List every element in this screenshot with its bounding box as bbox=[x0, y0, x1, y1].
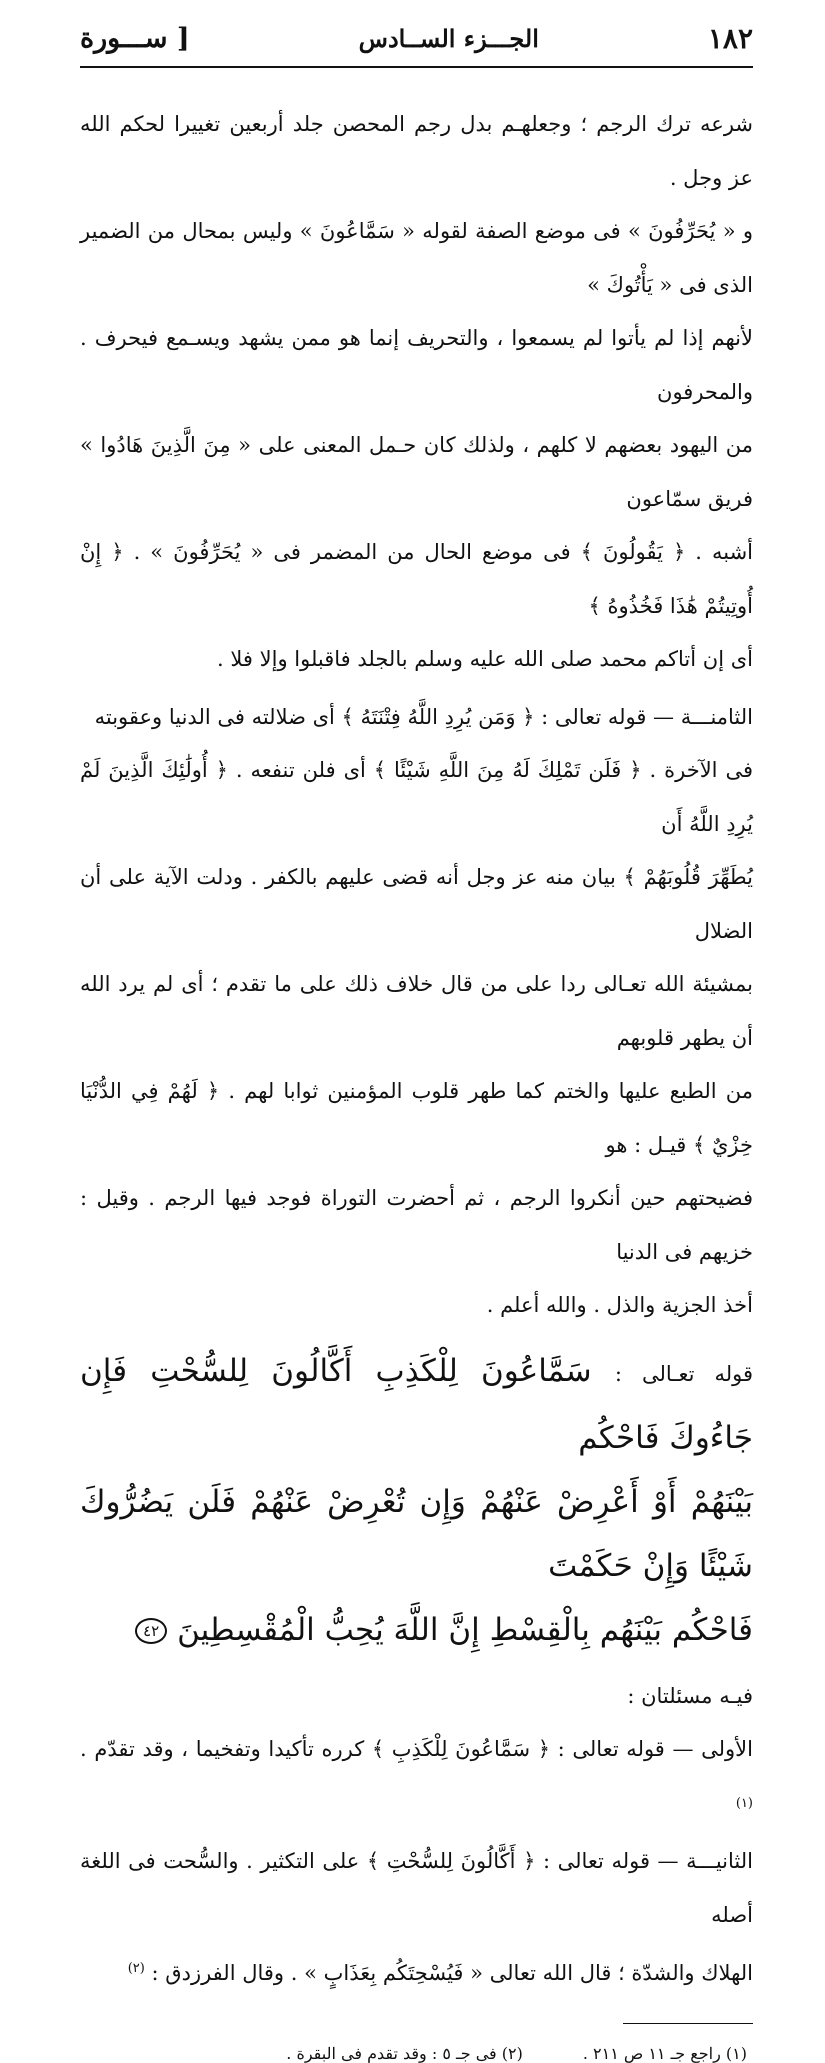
verse-line bbox=[80, 1339, 753, 1470]
text-line: بمشيئة الله تعـالى ردا على من قال خلاف ذلك على ما تقدم ؛ أى لم يرد الله أن يطهر قلوبهم bbox=[80, 972, 753, 1050]
text-line: الثامنـــة — قوله تعالى : ﴿ وَمَن يُرِدِ اللَّهُ فِتْنَتَهُ ﴾ أى ضلالته فى الدنيا وعقوبته bbox=[94, 704, 753, 729]
verse-line bbox=[80, 1598, 753, 1662]
text-line bbox=[80, 1942, 753, 2001]
text-line: أى إن أتاكم محمد صلى الله عليه وسلم بالجلد فاقبلوا وإلا فلا . bbox=[217, 647, 753, 671]
verse-text: فَاحْكُم بَيْنَهُم بِالْقِسْطِ إِنَّ اللَّهَ يُحِبُّ الْمُقْسِطِينَ bbox=[177, 1611, 753, 1648]
paragraph bbox=[80, 98, 753, 687]
text-line: و « يُحَرِّفُونَ » فى موضع الصفة لقوله « سَمَّاعُونَ » وليس بمحال من الضمير الذى فى « يَأْتُوكَ » bbox=[80, 219, 753, 297]
verse-line: بَيْنَهُمْ أَوْ أَعْرِضْ عَنْهُمْ وَإِن تُعْرِضْ عَنْهُمْ فَلَن يَضُرُّوكَ شَيْئًا وَإِنْ حَكَمْتَ bbox=[80, 1483, 753, 1584]
header-rule bbox=[80, 66, 753, 68]
text-line: الثانيـــة — قوله تعالى : ﴿ أَكَّالُونَ لِلسُّحْتِ ﴾ على التكثير . والسُّحت فى اللغة أصله bbox=[80, 1849, 753, 1927]
footnote-ref: (١) bbox=[735, 1795, 753, 1811]
text-line bbox=[80, 1723, 753, 1835]
page-header bbox=[80, 14, 753, 62]
page-body bbox=[80, 98, 753, 2001]
verse-text: سَمَّاعُونَ لِلْكَذِبِ أَكَّالُونَ لِلسُّحْتِ فَإِن جَاءُوكَ فَاحْكُم bbox=[80, 1352, 753, 1456]
text-line: فضيحتهم حين أنكروا الرجم ، ثم أحضرت التوراة فوجد فيها الرجم . وقيل : خزيهم فى الدنيا bbox=[80, 1186, 753, 1264]
paragraph bbox=[80, 691, 753, 1333]
issue-first-text: الأولى — قوله تعالى : ﴿ سَمَّاعُونَ لِلْكَذِبِ ﴾ كرره تأكيدا وتفخيما ، وقد تقدّم . bbox=[80, 1737, 753, 1761]
verse-number-mark: ٤٢ bbox=[135, 1618, 167, 1644]
footnote: (١) راجع جـ ١١ ص ٢١١ . bbox=[582, 2043, 747, 2063]
footnote: (٢) فى جـ ٥ : وقد تقدم فى البقرة . bbox=[286, 2043, 523, 2063]
text-line: لأنهم إذا لم يأتوا لم يسمعوا ، والتحريف إنما هو ممن يشهد ويسـمع فيحرف . والمحرفون bbox=[80, 326, 753, 404]
footnote-ref: (٢) bbox=[127, 1961, 145, 1976]
text-line: فى الآخرة . ﴿ فَلَن تَمْلِكَ لَهُ مِنَ اللَّهِ شَيْئًا ﴾ أى فلن تنفعه . ﴿ أُولَٰئِكَ الَّذِينَ لَمْ يُرِدِ اللَّهُ أَن bbox=[80, 758, 753, 836]
text-line: من اليهود بعضهم لا كلهم ، ولذلك كان حـمل المعنى على « مِنَ الَّذِينَ هَادُوا » فريق سمّاعون bbox=[80, 433, 753, 511]
text-line: أشبه . ﴿ يَقُولُونَ ﴾ فى موضع الحال من المضمر فى « يُحَرِّفُونَ » . ﴿ إِنْ أُوتِيتُمْ هَٰذَا فَخُذُوهُ ﴾ bbox=[80, 540, 753, 618]
issue-second-text: الهلاك والشدّة ؛ قال الله تعالى « فَيُسْحِتَكُم بِعَذَابٍ » . وقال الفرزدق : bbox=[151, 1961, 753, 1985]
footnote-rule bbox=[623, 2023, 753, 2024]
text-line: من الطبع عليها والختم كما طهر قلوب المؤمنين ثوابا لهم . ﴿ لَهُمْ فِي الدُّنْيَا خِزْيٌ ﴾ قيـل : هو bbox=[80, 1079, 753, 1157]
text-line: أخذ الجزية والذل . والله أعلم . bbox=[486, 1293, 753, 1317]
quran-verse bbox=[80, 1339, 753, 1662]
verse-lead: قوله تعـالى : bbox=[614, 1361, 753, 1386]
footnotes bbox=[80, 2044, 753, 2063]
surah-label: [ ســـورة bbox=[80, 22, 190, 54]
page-number: ١٨٢ bbox=[707, 21, 753, 55]
text-line: يُطَهِّرَ قُلُوبَهُمْ ﴾ بيان منه عز وجل أنه قضى عليهم بالكفر . ودلت الآية على أن الضلال bbox=[80, 865, 753, 943]
text-line: شرعه ترك الرجم ؛ وجعلهـم بدل رجم المحصن جلد أربعين تغييرا لحكم الله عز وجل . bbox=[80, 112, 753, 190]
part-title: الجـــزء الســادس bbox=[358, 23, 539, 53]
issues-heading: فيـه مسئلتان : bbox=[627, 1683, 753, 1708]
